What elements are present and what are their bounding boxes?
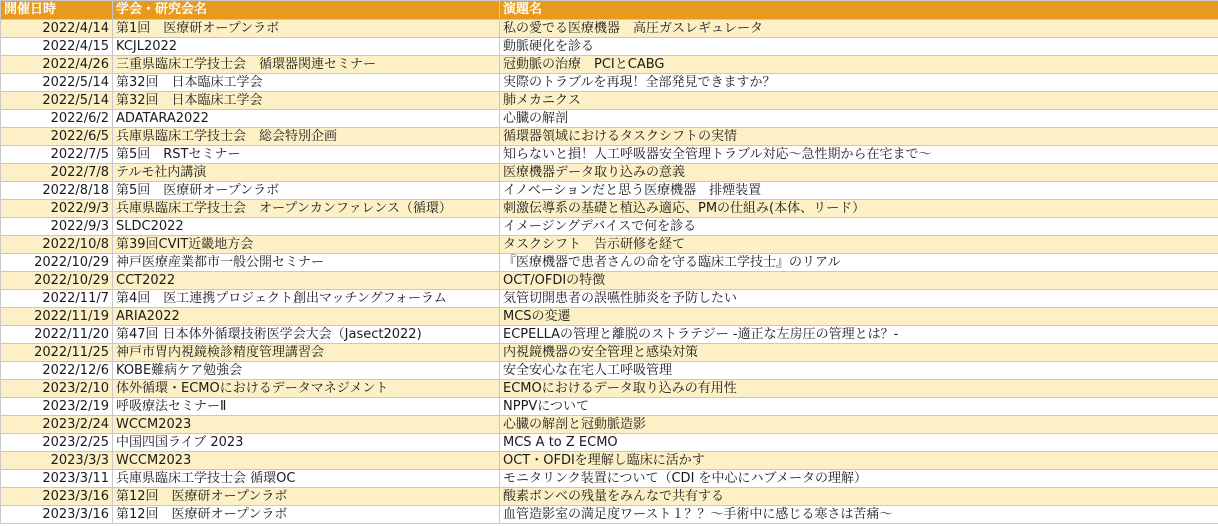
date-cell[interactable]: 2022/10/29 — [1, 254, 113, 272]
title-cell[interactable]: NPPVについて — [500, 398, 1218, 416]
title-cell[interactable]: 医療機器データ取り込みの意義 — [500, 164, 1218, 182]
date-cell[interactable]: 2022/4/14 — [1, 20, 113, 38]
table-row — [1, 38, 1218, 56]
conference-cell[interactable]: 第39回CVIT近畿地方会 — [113, 236, 500, 254]
date-cell[interactable]: 2023/2/10 — [1, 380, 113, 398]
date-cell[interactable]: 2022/4/15 — [1, 38, 113, 56]
title-cell[interactable]: 冠動脈の治療 PCIとCABG — [500, 56, 1218, 74]
title-cell[interactable]: 肺メカニクス — [500, 92, 1218, 110]
table-row — [1, 488, 1218, 506]
date-cell[interactable]: 2022/11/19 — [1, 308, 113, 326]
title-cell[interactable]: 酸素ボンベの残量をみんなで共有する — [500, 488, 1218, 506]
date-cell[interactable]: 2023/3/11 — [1, 470, 113, 488]
header-row — [1, 1, 1218, 20]
table-row — [1, 434, 1218, 452]
table-row — [1, 326, 1218, 344]
date-cell[interactable]: 2022/8/18 — [1, 182, 113, 200]
title-cell[interactable]: OCT/OFDIの特徴 — [500, 272, 1218, 290]
conference-cell[interactable]: 第4回 医工連携プロジェクト創出マッチングフォーラム — [113, 290, 500, 308]
table-row — [1, 380, 1218, 398]
date-cell[interactable]: 2022/7/5 — [1, 146, 113, 164]
title-cell[interactable]: MCS A to Z ECMO — [500, 434, 1218, 452]
table-row — [1, 272, 1218, 290]
date-cell[interactable]: 2023/2/19 — [1, 398, 113, 416]
date-cell[interactable]: 2022/6/2 — [1, 110, 113, 128]
title-cell[interactable]: 血管造影室の満足度ワースト１？？～手術中に感じる寒さは苦痛～ — [500, 506, 1218, 524]
table-row — [1, 164, 1218, 182]
table-row — [1, 362, 1218, 380]
title-cell[interactable]: モニタリンク装置について（CDI を中心にハブメータの理解） — [500, 470, 1218, 488]
table-row — [1, 146, 1218, 164]
title-cell[interactable]: ECPELLAの管理と離脱のストラテジー -適正な左房圧の管理とは？- — [500, 326, 1218, 344]
date-cell[interactable]: 2022/10/29 — [1, 272, 113, 290]
conference-cell[interactable]: 第1回 医療研オープンラボ — [113, 20, 500, 38]
conference-cell[interactable]: 第5回 医療研オープンラボ — [113, 182, 500, 200]
conference-cell[interactable]: ARIA2022 — [113, 308, 500, 326]
conference-cell[interactable]: 第47回 日本体外循環技術医学会大会（Jasect2022) — [113, 326, 500, 344]
table-row — [1, 20, 1218, 38]
table-row — [1, 182, 1218, 200]
table-row — [1, 92, 1218, 110]
date-cell[interactable]: 2022/11/20 — [1, 326, 113, 344]
conference-cell[interactable]: 呼吸療法セミナーⅡ — [113, 398, 500, 416]
title-cell[interactable]: イメージングデバイスで何を診る — [500, 218, 1218, 236]
title-cell[interactable]: 安全安心な在宅人工呼吸管理 — [500, 362, 1218, 380]
table-row — [1, 398, 1218, 416]
conference-cell[interactable]: CCT2022 — [113, 272, 500, 290]
table-row — [1, 452, 1218, 470]
table-row — [1, 254, 1218, 272]
title-cell[interactable]: 私の愛でる医療機器 高圧ガスレギュレータ — [500, 20, 1218, 38]
conference-cell[interactable]: ADATARA2022 — [113, 110, 500, 128]
conference-cell[interactable]: 三重県臨床工学技士会 循環器関連セミナー — [113, 56, 500, 74]
title-cell[interactable]: 知らないと損！人工呼吸器安全管理トラブル対応～急性期から在宅まで～ — [500, 146, 1218, 164]
conference-cell[interactable]: WCCM2023 — [113, 416, 500, 434]
conference-cell[interactable]: 兵庫県臨床工学技士会 オープンカンファレンス（循環） — [113, 200, 500, 218]
title-cell[interactable]: 刺激伝導系の基礎と植込み適応、PMの仕組み(本体、リード） — [500, 200, 1218, 218]
table-row — [1, 506, 1218, 524]
conference-cell[interactable]: 神戸医療産業都市一般公開セミナー — [113, 254, 500, 272]
table-row — [1, 344, 1218, 362]
date-cell[interactable]: 2022/11/7 — [1, 290, 113, 308]
table-row — [1, 56, 1218, 74]
date-cell[interactable]: 2022/5/14 — [1, 74, 113, 92]
table-row — [1, 308, 1218, 326]
conference-cell[interactable]: 中国四国ライブ 2023 — [113, 434, 500, 452]
date-cell[interactable]: 2022/11/25 — [1, 344, 113, 362]
table-row — [1, 416, 1218, 434]
conference-cell[interactable]: 第32回 日本臨床工学会 — [113, 92, 500, 110]
conference-cell[interactable]: 第5回 RSTセミナー — [113, 146, 500, 164]
date-cell[interactable]: 2023/3/3 — [1, 452, 113, 470]
table-row — [1, 470, 1218, 488]
title-cell[interactable]: ECMOにおけるデータ取り込みの有用性 — [500, 380, 1218, 398]
title-cell[interactable]: 動脈硬化を診る — [500, 38, 1218, 56]
title-cell[interactable]: イノベーションだと思う医療機器 排煙装置 — [500, 182, 1218, 200]
date-cell[interactable]: 2023/3/16 — [1, 506, 113, 524]
date-cell[interactable]: 2022/6/5 — [1, 128, 113, 146]
conference-cell[interactable]: テルモ社内講演 — [113, 164, 500, 182]
table-row — [1, 200, 1218, 218]
table-row — [1, 110, 1218, 128]
title-cell[interactable]: 心臓の解剖 — [500, 110, 1218, 128]
date-cell[interactable]: 2022/5/14 — [1, 92, 113, 110]
title-cell[interactable]: タスクシフト 告示研修を経て — [500, 236, 1218, 254]
table-row — [1, 74, 1218, 92]
conference-cell[interactable]: 第12回 医療研オープンラボ — [113, 488, 500, 506]
date-cell[interactable]: 2023/2/25 — [1, 434, 113, 452]
date-cell[interactable]: 2023/3/16 — [1, 488, 113, 506]
conference-cell[interactable]: 第12回 医療研オープンラボ — [113, 506, 500, 524]
title-cell[interactable]: OCT・OFDIを理解し臨床に活かす — [500, 452, 1218, 470]
conference-cell[interactable]: 神戸市胃内視鏡検診精度管理講習会 — [113, 344, 500, 362]
header-date[interactable]: 開催日時 — [1, 1, 113, 20]
conference-cell[interactable]: 第32回 日本臨床工学会 — [113, 74, 500, 92]
table-row — [1, 236, 1218, 254]
title-cell[interactable]: 内視鏡機器の安全管理と感染対策 — [500, 344, 1218, 362]
conference-cell[interactable]: WCCM2023 — [113, 452, 500, 470]
date-cell[interactable]: 2023/2/24 — [1, 416, 113, 434]
date-cell[interactable]: 2022/4/26 — [1, 56, 113, 74]
title-cell[interactable]: MCSの変遷 — [500, 308, 1218, 326]
header-title[interactable]: 演題名 — [500, 1, 1218, 20]
conference-cell[interactable]: 兵庫県臨床工学技士会 循環OC — [113, 470, 500, 488]
table-row — [1, 128, 1218, 146]
title-cell[interactable]: 循環器領域におけるタスクシフトの実情 — [500, 128, 1218, 146]
conference-cell[interactable]: 兵庫県臨床工学技士会 総会特別企画 — [113, 128, 500, 146]
date-cell[interactable]: 2022/9/3 — [1, 218, 113, 236]
conference-cell[interactable]: KCJL2022 — [113, 38, 500, 56]
table-row — [1, 290, 1218, 308]
conference-cell[interactable]: 体外循環・ECMOにおけるデータマネジメント — [113, 380, 500, 398]
date-cell[interactable]: 2022/7/8 — [1, 164, 113, 182]
header-conference[interactable]: 学会・研究会名 — [113, 1, 500, 20]
title-cell[interactable]: 気管切開患者の誤嚥性肺炎を予防したい — [500, 290, 1218, 308]
date-cell[interactable]: 2022/10/8 — [1, 236, 113, 254]
table-row — [1, 218, 1218, 236]
title-cell[interactable]: 実際のトラブルを再現！全部発見できますか？ — [500, 74, 1218, 92]
title-cell[interactable]: 心臓の解剖と冠動脈造影 — [500, 416, 1218, 434]
date-cell[interactable]: 2022/9/3 — [1, 200, 113, 218]
title-cell[interactable]: 『医療機器で患者さんの命を守る臨床工学技士』のリアル — [500, 254, 1218, 272]
conference-cell[interactable]: KOBE難病ケア勉強会 — [113, 362, 500, 380]
conference-cell[interactable]: SLDC2022 — [113, 218, 500, 236]
date-cell[interactable]: 2022/12/6 — [1, 362, 113, 380]
